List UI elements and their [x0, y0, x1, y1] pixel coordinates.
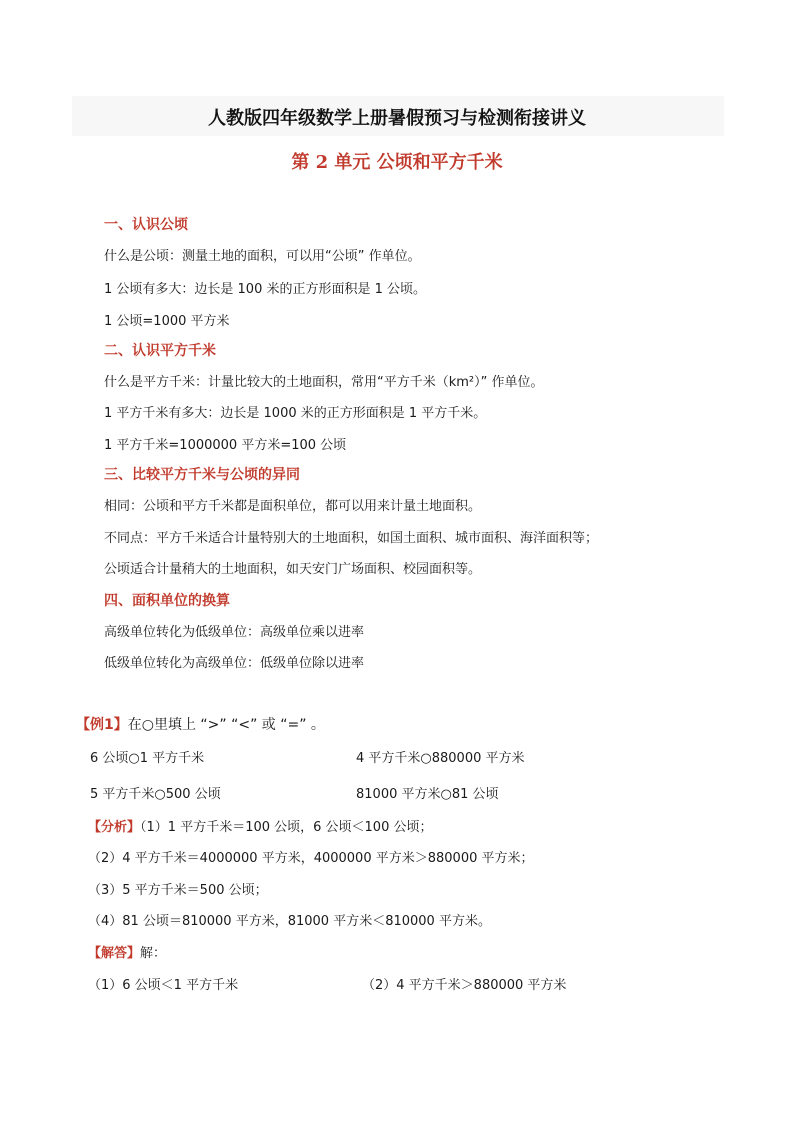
- example-item-3: 5 平方千米○500 公顷: [90, 787, 221, 802]
- section-3-line-1: 相同：公顷和平方千米都是面积单位，都可以用来计量土地面积。: [104, 499, 482, 514]
- example-prompt: 在○里填上 “>” “<” 或 “=” 。: [127, 717, 325, 733]
- section-heading-3: 三、比较平方千米与公顷的异同: [104, 467, 300, 483]
- section-2-line-3: 1 平方千米=1000000 平方米=100 公顷: [104, 438, 347, 453]
- section-4-line-1: 高级单位转化为低级单位：高级单位乘以进率: [104, 625, 365, 640]
- unit-title: 第 2 单元 公顷和平方千米: [291, 152, 503, 173]
- section-3-line-2: 不同点：平方千米适合计量特别大的土地面积，如国土面积、城市面积、海洋面积等；: [104, 531, 599, 546]
- answer-line: [88, 945, 166, 963]
- example-item-1: 6 公顷○1 平方千米: [90, 751, 205, 766]
- answer-tag: 【解答】: [88, 946, 141, 961]
- answer-2: （2）4 平方千米＞880000 平方米: [362, 978, 567, 993]
- document-title: 人教版四年级数学上册暑假预习与检测衔接讲义: [208, 108, 586, 129]
- section-heading-2: 二、认识平方千米: [104, 343, 216, 359]
- section-2-line-1: 什么是平方千米：计量比较大的土地面积，常用“平方千米（km²）” 作单位。: [104, 375, 544, 390]
- answer-1: （1）6 公顷＜1 平方千米: [88, 978, 239, 993]
- section-1-line-2: 1 公顷有多大：边长是 100 米的正方形面积是 1 公顷。: [104, 282, 427, 297]
- section-heading-1: 一、认识公顷: [104, 217, 188, 233]
- analysis-line-2: （2）4 平方千米＝4000000 平方米，4000000 平方米＞880000 平方米；: [88, 851, 534, 866]
- answer-label: 解：: [140, 946, 167, 961]
- example-1-header: [76, 716, 325, 734]
- analysis-line-1: [88, 819, 432, 837]
- section-heading-4: 四、面积单位的换算: [104, 593, 230, 609]
- analysis-tag: 【分析】: [88, 820, 141, 835]
- section-3-line-3: 公顷适合计量稍大的土地面积，如天安门广场面积、校园面积等。: [104, 562, 482, 577]
- example-tag: 【例1】: [76, 717, 128, 733]
- example-item-2: 4 平方千米○880000 平方米: [356, 751, 525, 766]
- section-2-line-2: 1 平方千米有多大：边长是 1000 米的正方形面积是 1 平方千米。: [104, 406, 487, 421]
- example-item-4: 81000 平方米○81 公顷: [356, 787, 499, 802]
- section-4-line-2: 低级单位转化为高级单位：低级单位除以进率: [104, 656, 365, 671]
- analysis-line-4: （4）81 公顷＝810000 平方米，81000 平方米＜810000 平方米。: [88, 914, 491, 929]
- analysis-text-1: （1）1 平方千米＝100 公顷，6 公顷＜100 公顷；: [140, 820, 433, 835]
- analysis-line-3: （3）5 平方千米＝500 公顷；: [88, 883, 268, 898]
- section-1-line-3: 1 公顷=1000 平方米: [104, 314, 230, 329]
- section-1-line-1: 什么是公顷：测量土地的面积，可以用“公顷” 作单位。: [104, 249, 421, 264]
